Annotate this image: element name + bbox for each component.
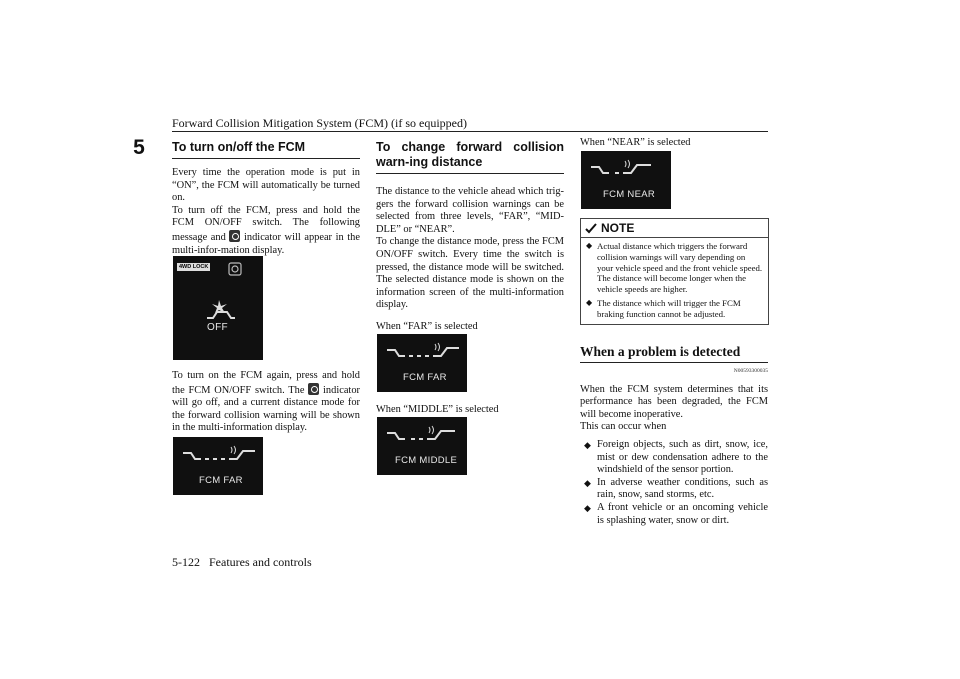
column-3-problem [580, 344, 768, 527]
section-heading-change-distance: To change forward collision warn-ing distance [376, 140, 564, 174]
note-title: NOTE [581, 219, 768, 238]
page-footer [172, 555, 312, 570]
document-code: N00593300035 [733, 368, 768, 374]
display-fcm-off [173, 256, 263, 360]
caption-middle: When “MIDDLE” is selected [376, 404, 499, 415]
distance-far-icon [179, 443, 259, 471]
note-box [580, 218, 769, 325]
list-item: ◆ A front vehicle or an oncoming vehicle is splashing water, snow or dirt. [584, 501, 768, 526]
fcm-indicator-icon [229, 230, 240, 242]
chapter-number: 5 [133, 136, 145, 159]
page-number: 5-122 [172, 555, 200, 569]
section-heading-problem: When a problem is detected [580, 344, 768, 363]
off-label: OFF [207, 322, 228, 333]
note-item: ◆ Actual distance which triggers the forward collision warnings will vary depending on your vehicle speed and the front vehicle speed. The distance will become longer when the vehicle speeds are higher. [586, 241, 763, 295]
paragraph: This can occur when [580, 421, 667, 433]
column-2 [376, 140, 564, 312]
fcm-far-label: FCM FAR [403, 372, 447, 383]
note-item: ◆ The distance which will trigger the FCM braking function cannot be adjusted. [586, 297, 741, 319]
settings-indicator-icon [227, 261, 243, 277]
fcm-middle-label: FCM MIDDLE [395, 455, 458, 466]
display-fcm-middle [377, 417, 467, 475]
column-1-continued [172, 370, 360, 435]
paragraph: The distance to the vehicle ahead which trig-gers the forward collision warnings can be selected from three levels, “FAR”, “MID-DLE” or “NEAR”. [376, 186, 564, 235]
fcm-indicator-icon [308, 383, 319, 395]
paragraph: When the FCM system determines that its performance has been degraded, the FCM will become inoperative. [580, 383, 768, 420]
pencil-check-icon [585, 222, 597, 234]
caption-near: When “NEAR” is selected [580, 137, 691, 148]
page-header-title: Forward Collision Mitigation System (FCM) (if so equipped) [172, 116, 467, 130]
display-fcm-near [581, 151, 671, 209]
list-item: ◆ In adverse weather conditions, such as rain, snow, sand storms, etc. [584, 476, 768, 501]
fcm-far-label: FCM FAR [199, 475, 243, 486]
4wd-lock-badge: 4WD LOCK [179, 264, 209, 270]
distance-far-icon [383, 340, 463, 368]
paragraph: To turn off the FCM, press and hold the FCM ON/OFF switch. The following message and indicator will appear in the multi-infor-mation display. [172, 204, 360, 256]
list-item: ◆ Foreign objects, such as dirt, snow, ice, mist or dew condensation adhere to the windshield of the sensor portion. [584, 438, 768, 476]
paragraph: To turn on the FCM again, press and hold the FCM ON/OFF switch. The indicator will go off, and a current distance mode for the forward collision warning will be shown in the multi-information display. [172, 370, 360, 434]
header-rule [172, 131, 768, 132]
fcm-near-label: FCM NEAR [603, 189, 656, 200]
display-fcm-far-1 [173, 437, 263, 495]
note-body [581, 238, 768, 324]
section-name: Features and controls [209, 555, 312, 569]
distance-near-icon [587, 157, 667, 185]
display-fcm-far-2 [377, 334, 467, 392]
caption-far: When “FAR” is selected [376, 321, 478, 332]
paragraph: Every time the operation mode is put in “ON”, the FCM will automatically be turned on. [172, 167, 360, 204]
section-heading-turn-on-off: To turn on/off the FCM [172, 140, 360, 159]
column-1 [172, 140, 360, 257]
distance-middle-icon [383, 423, 463, 451]
paragraph: To change the distance mode, press the FCM ON/OFF switch. Every time the switch is pressed, the distance mode will be switched. The selected distance mode is shown on the information screen of the multi-information display. [376, 236, 564, 311]
problem-list [580, 439, 768, 527]
